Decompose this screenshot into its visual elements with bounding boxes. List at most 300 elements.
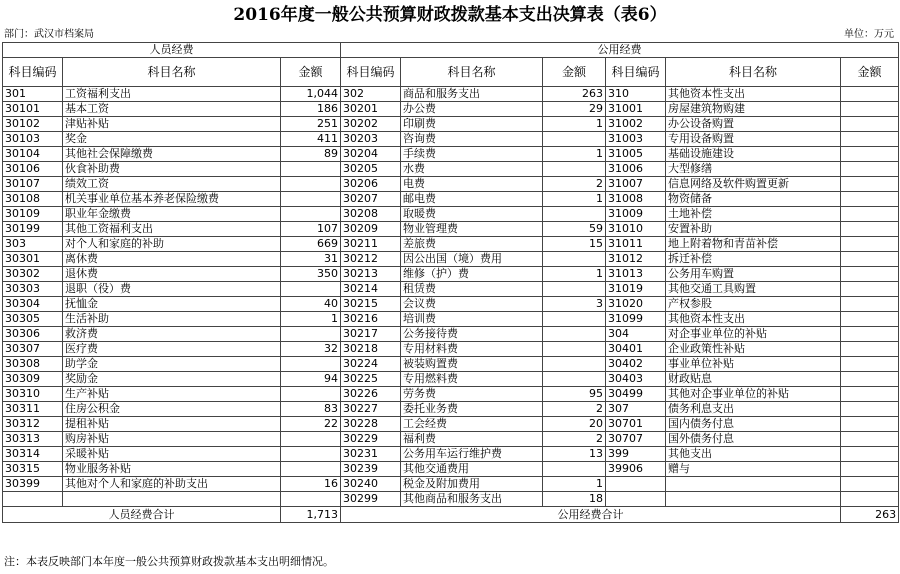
public-code-cell: 30213: [341, 267, 401, 282]
personnel-amount-cell: 669: [281, 237, 341, 252]
table-row: [3, 387, 899, 402]
personnel-name-cell: [63, 492, 281, 507]
personnel-amount-cell: 411: [281, 132, 341, 147]
public-code-cell: 31007: [606, 177, 666, 192]
table-row: [3, 372, 899, 387]
public-code-cell: 30204: [341, 147, 401, 162]
personnel-amount-cell: 107: [281, 222, 341, 237]
public-code-cell: 30208: [341, 207, 401, 222]
personnel-code-cell: 30199: [3, 222, 63, 237]
column-header-row: [3, 58, 899, 87]
personnel-name-cell: 救济费: [63, 327, 281, 342]
header-amount: 金额: [281, 58, 341, 87]
public-name-cell: 财政贴息: [666, 372, 841, 387]
public-amount-cell: [841, 207, 899, 222]
footnote: 注：本表反映部门本年度一般公共预算财政拨款基本支出明细情况。: [4, 555, 334, 568]
personnel-code-cell: 30399: [3, 477, 63, 492]
header-amount: 金额: [543, 58, 606, 87]
personnel-total-amount: 1,713: [281, 507, 341, 523]
public-amount-cell: 15: [543, 237, 606, 252]
public-name-cell: 土地补偿: [666, 207, 841, 222]
public-amount-cell: [841, 327, 899, 342]
header-amount: 金额: [841, 58, 899, 87]
public-name-cell: 安置补助: [666, 222, 841, 237]
public-amount-cell: 13: [543, 447, 606, 462]
department-label: 部门：武汉市档案局: [4, 29, 94, 40]
public-amount-cell: [543, 342, 606, 357]
section-public: 公用经费: [341, 43, 899, 58]
public-code-cell: 31012: [606, 252, 666, 267]
personnel-amount-cell: [281, 327, 341, 342]
public-name-cell: 培训费: [401, 312, 543, 327]
personnel-code-cell: 30101: [3, 102, 63, 117]
public-amount-cell: [841, 312, 899, 327]
table-row: [3, 207, 899, 222]
public-code-cell: 310: [606, 87, 666, 102]
public-amount-cell: [841, 372, 899, 387]
totals-row: [3, 507, 899, 523]
personnel-name-cell: 奖金: [63, 132, 281, 147]
public-code-cell: 30207: [341, 192, 401, 207]
public-amount-cell: 18: [543, 492, 606, 507]
table-row: [3, 177, 899, 192]
public-amount-cell: [841, 387, 899, 402]
personnel-code-cell: 30307: [3, 342, 63, 357]
personnel-name-cell: 抚恤金: [63, 297, 281, 312]
personnel-amount-cell: 89: [281, 147, 341, 162]
public-amount-cell: 20: [543, 417, 606, 432]
public-code-cell: 30402: [606, 357, 666, 372]
public-name-cell: [666, 477, 841, 492]
personnel-amount-cell: 1: [281, 312, 341, 327]
public-code-cell: 30205: [341, 162, 401, 177]
personnel-name-cell: 住房公积金: [63, 402, 281, 417]
public-code-cell: 30211: [341, 237, 401, 252]
public-name-cell: 其他交通费用: [401, 462, 543, 477]
personnel-name-cell: 采暖补贴: [63, 447, 281, 462]
public-name-cell: 产权参股: [666, 297, 841, 312]
table-row: [3, 192, 899, 207]
public-code-cell: 31013: [606, 267, 666, 282]
public-name-cell: 税金及附加费用: [401, 477, 543, 492]
public-amount-cell: [841, 162, 899, 177]
personnel-code-cell: 301: [3, 87, 63, 102]
public-code-cell: 30202: [341, 117, 401, 132]
public-name-cell: 其他商品和服务支出: [401, 492, 543, 507]
personnel-code-cell: 30304: [3, 297, 63, 312]
public-name-cell: 租赁费: [401, 282, 543, 297]
personnel-code-cell: 303: [3, 237, 63, 252]
personnel-code-cell: 30301: [3, 252, 63, 267]
public-name-cell: 事业单位补贴: [666, 357, 841, 372]
personnel-amount-cell: 94: [281, 372, 341, 387]
table-row: [3, 447, 899, 462]
public-name-cell: 福利费: [401, 432, 543, 447]
personnel-amount-cell: [281, 387, 341, 402]
public-code-cell: 30212: [341, 252, 401, 267]
public-code-cell: 31009: [606, 207, 666, 222]
page-title: 2016年度一般公共预算财政拨款基本支出决算表（表6）: [233, 5, 667, 25]
public-name-cell: 水费: [401, 162, 543, 177]
personnel-code-cell: 30314: [3, 447, 63, 462]
public-name-cell: 企业政策性补贴: [666, 342, 841, 357]
public-name-cell: 委托业务费: [401, 402, 543, 417]
table-row: [3, 237, 899, 252]
public-code-cell: 30206: [341, 177, 401, 192]
public-code-cell: 31099: [606, 312, 666, 327]
public-code-cell: 30701: [606, 417, 666, 432]
public-name-cell: 取暖费: [401, 207, 543, 222]
public-code-cell: 30231: [341, 447, 401, 462]
public-name-cell: 物资储备: [666, 192, 841, 207]
public-name-cell: 其他对企事业单位的补贴: [666, 387, 841, 402]
public-amount-cell: 2: [543, 432, 606, 447]
public-name-cell: 其他资本性支出: [666, 312, 841, 327]
public-code-cell: 30239: [341, 462, 401, 477]
table-row: [3, 252, 899, 267]
personnel-amount-cell: 22: [281, 417, 341, 432]
public-code-cell: 31010: [606, 222, 666, 237]
public-code-cell: 31002: [606, 117, 666, 132]
public-name-cell: 印刷费: [401, 117, 543, 132]
personnel-name-cell: 对个人和家庭的补助: [63, 237, 281, 252]
table-row: [3, 477, 899, 492]
personnel-name-cell: 离休费: [63, 252, 281, 267]
public-code-cell: 30401: [606, 342, 666, 357]
public-name-cell: 债务利息支出: [666, 402, 841, 417]
public-code-cell: 30217: [341, 327, 401, 342]
public-code-cell: 30240: [341, 477, 401, 492]
public-amount-cell: 1: [543, 117, 606, 132]
personnel-code-cell: 30312: [3, 417, 63, 432]
table-row: [3, 432, 899, 447]
public-code-cell: 30216: [341, 312, 401, 327]
table-row: [3, 162, 899, 177]
public-name-cell: 办公设备购置: [666, 117, 841, 132]
public-amount-cell: [841, 342, 899, 357]
table-row: [3, 492, 899, 507]
public-amount-cell: 1: [543, 192, 606, 207]
personnel-name-cell: 津贴补贴: [63, 117, 281, 132]
public-amount-cell: [841, 87, 899, 102]
public-code-cell: 30226: [341, 387, 401, 402]
personnel-code-cell: 30306: [3, 327, 63, 342]
public-amount-cell: 263: [543, 87, 606, 102]
public-code-cell: 31006: [606, 162, 666, 177]
public-code-cell: 30299: [341, 492, 401, 507]
personnel-name-cell: 工资福利支出: [63, 87, 281, 102]
public-name-cell: 会议费: [401, 297, 543, 312]
public-amount-cell: [841, 252, 899, 267]
public-name-cell: 国内债务付息: [666, 417, 841, 432]
public-name-cell: 差旅费: [401, 237, 543, 252]
personnel-name-cell: 退休费: [63, 267, 281, 282]
personnel-name-cell: 奖励金: [63, 372, 281, 387]
personnel-code-cell: 30108: [3, 192, 63, 207]
public-name-cell: 专用设备购置: [666, 132, 841, 147]
public-amount-cell: [543, 207, 606, 222]
public-code-cell: 304: [606, 327, 666, 342]
public-name-cell: 手续费: [401, 147, 543, 162]
public-code-cell: 30214: [341, 282, 401, 297]
personnel-code-cell: [3, 492, 63, 507]
table-row: [3, 102, 899, 117]
public-amount-cell: [543, 132, 606, 147]
personnel-name-cell: 绩效工资: [63, 177, 281, 192]
header-name: 科目名称: [63, 58, 281, 87]
public-code-cell: 399: [606, 447, 666, 462]
public-amount-cell: [841, 192, 899, 207]
public-code-cell: 30403: [606, 372, 666, 387]
public-amount-cell: [543, 252, 606, 267]
public-amount-cell: [543, 162, 606, 177]
personnel-amount-cell: [281, 162, 341, 177]
personnel-code-cell: 30102: [3, 117, 63, 132]
public-code-cell: 31020: [606, 297, 666, 312]
public-name-cell: 因公出国（境）费用: [401, 252, 543, 267]
public-name-cell: 商品和服务支出: [401, 87, 543, 102]
personnel-amount-cell: [281, 177, 341, 192]
public-name-cell: 维修（护）费: [401, 267, 543, 282]
personnel-name-cell: 提租补贴: [63, 417, 281, 432]
public-amount-cell: 1: [543, 477, 606, 492]
public-code-cell: 30499: [606, 387, 666, 402]
public-code-cell: 31003: [606, 132, 666, 147]
personnel-code-cell: 30109: [3, 207, 63, 222]
unit-label: 单位：万元: [844, 29, 894, 40]
table-row: [3, 117, 899, 132]
personnel-name-cell: 伙食补助费: [63, 162, 281, 177]
public-total-label: 公用经费合计: [341, 507, 841, 523]
public-amount-cell: [543, 312, 606, 327]
table-row: [3, 327, 899, 342]
public-amount-cell: [841, 417, 899, 432]
public-name-cell: 邮电费: [401, 192, 543, 207]
public-code-cell: 31019: [606, 282, 666, 297]
table-row: [3, 312, 899, 327]
public-name-cell: 被装购置费: [401, 357, 543, 372]
public-amount-cell: [841, 117, 899, 132]
public-amount-cell: [841, 132, 899, 147]
table-row: [3, 357, 899, 372]
public-name-cell: 劳务费: [401, 387, 543, 402]
personnel-amount-cell: 251: [281, 117, 341, 132]
public-name-cell: 信息网络及软件购置更新: [666, 177, 841, 192]
public-code-cell: 30224: [341, 357, 401, 372]
personnel-name-cell: 其他工资福利支出: [63, 222, 281, 237]
public-name-cell: 其他资本性支出: [666, 87, 841, 102]
public-amount-cell: 1: [543, 267, 606, 282]
personnel-code-cell: 30305: [3, 312, 63, 327]
header-code: 科目编码: [606, 58, 666, 87]
personnel-amount-cell: 40: [281, 297, 341, 312]
public-amount-cell: [543, 327, 606, 342]
public-name-cell: 大型修缮: [666, 162, 841, 177]
public-amount-cell: [841, 102, 899, 117]
table-row: [3, 282, 899, 297]
table-row: [3, 417, 899, 432]
personnel-name-cell: 助学金: [63, 357, 281, 372]
public-amount-cell: [543, 357, 606, 372]
personnel-code-cell: 30308: [3, 357, 63, 372]
public-code-cell: 30229: [341, 432, 401, 447]
public-amount-cell: 1: [543, 147, 606, 162]
public-amount-cell: 95: [543, 387, 606, 402]
section-header-row: [3, 43, 899, 58]
public-amount-cell: [841, 222, 899, 237]
public-name-cell: 房屋建筑物购建: [666, 102, 841, 117]
public-code-cell: 31008: [606, 192, 666, 207]
public-code-cell: [606, 477, 666, 492]
public-amount-cell: [841, 177, 899, 192]
table-row: [3, 132, 899, 147]
personnel-name-cell: 物业服务补贴: [63, 462, 281, 477]
personnel-name-cell: 购房补贴: [63, 432, 281, 447]
public-amount-cell: [841, 402, 899, 417]
personnel-amount-cell: 16: [281, 477, 341, 492]
public-name-cell: 物业管理费: [401, 222, 543, 237]
personnel-name-cell: 生产补贴: [63, 387, 281, 402]
personnel-amount-cell: [281, 207, 341, 222]
public-code-cell: 31011: [606, 237, 666, 252]
table-row: [3, 462, 899, 477]
personnel-amount-cell: [281, 282, 341, 297]
public-amount-cell: 29: [543, 102, 606, 117]
public-name-cell: 其他支出: [666, 447, 841, 462]
personnel-amount-cell: [281, 462, 341, 477]
personnel-code-cell: 30313: [3, 432, 63, 447]
table-row: [3, 402, 899, 417]
expenditure-table: [2, 42, 899, 523]
personnel-amount-cell: 186: [281, 102, 341, 117]
header-code: 科目编码: [3, 58, 63, 87]
public-amount-cell: [841, 267, 899, 282]
table-row: [3, 147, 899, 162]
public-code-cell: 30227: [341, 402, 401, 417]
public-name-cell: 电费: [401, 177, 543, 192]
public-amount-cell: [841, 492, 899, 507]
public-amount-cell: [543, 462, 606, 477]
public-amount-cell: [543, 282, 606, 297]
public-amount-cell: [841, 432, 899, 447]
public-code-cell: 30218: [341, 342, 401, 357]
public-code-cell: 30203: [341, 132, 401, 147]
personnel-amount-cell: [281, 492, 341, 507]
personnel-total-label: 人员经费合计: [3, 507, 281, 523]
section-personnel: 人员经费: [3, 43, 341, 58]
public-code-cell: 307: [606, 402, 666, 417]
table-row: [3, 267, 899, 282]
public-code-cell: 302: [341, 87, 401, 102]
public-code-cell: 30201: [341, 102, 401, 117]
personnel-code-cell: 30106: [3, 162, 63, 177]
personnel-code-cell: 30302: [3, 267, 63, 282]
public-amount-cell: [841, 282, 899, 297]
public-name-cell: 地上附着物和青苗补偿: [666, 237, 841, 252]
header-name: 科目名称: [401, 58, 543, 87]
personnel-code-cell: 30303: [3, 282, 63, 297]
public-name-cell: 咨询费: [401, 132, 543, 147]
table-row: [3, 342, 899, 357]
header-name: 科目名称: [666, 58, 841, 87]
public-code-cell: 30215: [341, 297, 401, 312]
public-code-cell: 39906: [606, 462, 666, 477]
personnel-amount-cell: [281, 447, 341, 462]
personnel-amount-cell: 32: [281, 342, 341, 357]
public-amount-cell: 2: [543, 177, 606, 192]
personnel-code-cell: 30309: [3, 372, 63, 387]
personnel-code-cell: 30310: [3, 387, 63, 402]
public-name-cell: 办公费: [401, 102, 543, 117]
personnel-amount-cell: 1,044: [281, 87, 341, 102]
personnel-amount-cell: 83: [281, 402, 341, 417]
personnel-code-cell: 30311: [3, 402, 63, 417]
public-amount-cell: 2: [543, 402, 606, 417]
public-code-cell: 30225: [341, 372, 401, 387]
personnel-amount-cell: [281, 432, 341, 447]
public-amount-cell: [841, 147, 899, 162]
public-code-cell: 30209: [341, 222, 401, 237]
public-name-cell: 其他交通工具购置: [666, 282, 841, 297]
public-name-cell: 专用燃料费: [401, 372, 543, 387]
header-code: 科目编码: [341, 58, 401, 87]
public-name-cell: [666, 492, 841, 507]
public-name-cell: 公务接待费: [401, 327, 543, 342]
public-code-cell: 31001: [606, 102, 666, 117]
personnel-name-cell: 其他社会保障缴费: [63, 147, 281, 162]
personnel-amount-cell: [281, 357, 341, 372]
public-name-cell: 公务用车购置: [666, 267, 841, 282]
personnel-code-cell: 30315: [3, 462, 63, 477]
public-amount-cell: [841, 447, 899, 462]
public-amount-cell: [841, 237, 899, 252]
public-amount-cell: 3: [543, 297, 606, 312]
personnel-amount-cell: 31: [281, 252, 341, 267]
personnel-name-cell: 医疗费: [63, 342, 281, 357]
personnel-name-cell: 机关事业单位基本养老保险缴费: [63, 192, 281, 207]
public-amount-cell: [841, 297, 899, 312]
public-name-cell: 专用材料费: [401, 342, 543, 357]
table-row: [3, 297, 899, 312]
public-code-cell: [606, 492, 666, 507]
personnel-amount-cell: 350: [281, 267, 341, 282]
public-name-cell: 基础设施建设: [666, 147, 841, 162]
public-amount-cell: 59: [543, 222, 606, 237]
public-amount-cell: [543, 372, 606, 387]
table-row: [3, 87, 899, 102]
personnel-name-cell: 职业年金缴费: [63, 207, 281, 222]
public-code-cell: 30707: [606, 432, 666, 447]
public-amount-cell: [841, 462, 899, 477]
personnel-name-cell: 其他对个人和家庭的补助支出: [63, 477, 281, 492]
personnel-code-cell: 30104: [3, 147, 63, 162]
public-amount-cell: [841, 477, 899, 492]
personnel-code-cell: 30107: [3, 177, 63, 192]
public-name-cell: 拆迁补偿: [666, 252, 841, 267]
public-name-cell: 对企事业单位的补贴: [666, 327, 841, 342]
public-total-amount: 263: [841, 507, 899, 523]
public-amount-cell: [841, 357, 899, 372]
public-code-cell: 30228: [341, 417, 401, 432]
personnel-name-cell: 退职（役）费: [63, 282, 281, 297]
personnel-code-cell: 30103: [3, 132, 63, 147]
public-name-cell: 国外债务付息: [666, 432, 841, 447]
table-row: [3, 222, 899, 237]
personnel-amount-cell: [281, 192, 341, 207]
public-name-cell: 工会经费: [401, 417, 543, 432]
personnel-name-cell: 基本工资: [63, 102, 281, 117]
public-name-cell: 赠与: [666, 462, 841, 477]
